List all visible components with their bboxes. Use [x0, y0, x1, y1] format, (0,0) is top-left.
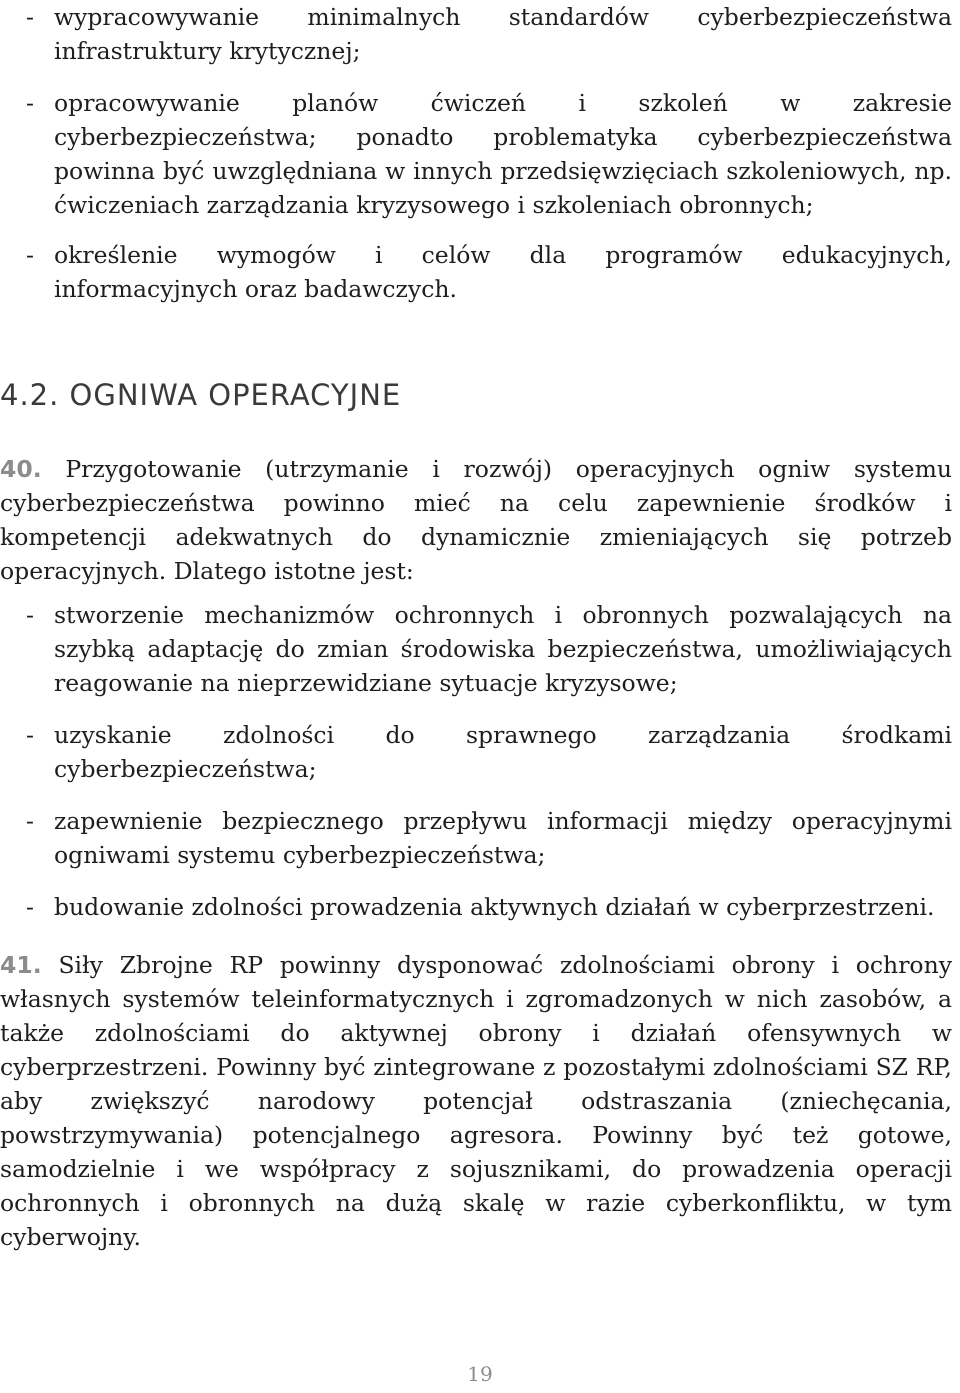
- bullet-dash: -: [26, 807, 34, 835]
- paragraph-text: Siły Zbrojne RP powinny dysponować zdolnościami obrony i ochrony własnych systemów teleinformatycznych i zgromadzonych w nich zasobów, a także zdolnościami do aktywnej obrony i działań ofensywnych w cyberprzestrzeni. Powinny być zintegrowane z pozostałymi zdolnościami SZ RP, aby zwiększyć narodowy potencjał odstraszania (zniechęcania, powstrzymywania) potencjalnego agresora. Powinny być też gotowe, samodzielnie i we współpracy z sojusznikami, do prowadzenia operacji ochronnych i obronnych na dużą skalę w razie cyberkonfliktu, w tym cyberwojny.: [0, 951, 952, 1251]
- bullet-dash: -: [26, 601, 34, 629]
- list-item: [0, 0, 956, 68]
- page-number: 19: [467, 1362, 493, 1386]
- bullet-text: stworzenie mechanizmów ochronnych i obronnych pozwalających na szybką adaptację do zmian środowiska bezpieczeństwa, umożliwiających reagowanie na nieprzewidziane sytuacje kryzysowe;: [54, 601, 952, 697]
- bullet-dash: -: [26, 89, 34, 117]
- paragraph-41: [0, 948, 956, 1254]
- top-bullet-list: [0, 0, 956, 306]
- list-item: [0, 718, 956, 786]
- paragraph-40-bullet-list: [0, 598, 956, 924]
- bullet-text: wypracowywanie minimalnych standardów cyberbezpieczeństwa infrastruktury krytycznej;: [54, 3, 952, 65]
- bullet-dash: -: [26, 3, 34, 31]
- list-item: [0, 238, 956, 306]
- list-item: [0, 86, 956, 222]
- paragraph-body: [0, 948, 956, 1254]
- bullet-text: opracowywanie planów ćwiczeń i szkoleń w zakresie cyberbezpieczeństwa; ponadto problematyka cyberbezpieczeństwa powinna być uwzględniana w innych przedsięwzięciach szkoleniowych, np. ćwiczeniach zarządzania kryzysowego i szkoleniach obronnych;: [54, 89, 952, 219]
- paragraph-number: 40.: [0, 455, 42, 483]
- section-heading: 4.2. OGNIWA OPERACYJNE: [0, 378, 402, 412]
- bullet-dash: -: [26, 241, 34, 269]
- bullet-text: budowanie zdolności prowadzenia aktywnych działań w cyberprzestrzeni.: [54, 893, 935, 921]
- paragraph-text: Przygotowanie (utrzymanie i rozwój) operacyjnych ogniw systemu cyberbezpieczeństwa powinno mieć na celu zapewnienie środków i kompetencji adekwatnych do dynamicznie zmieniających się potrzeb operacyjnych. Dlatego istotne jest:: [0, 455, 952, 585]
- paragraph-40: [0, 452, 956, 924]
- bullet-text: zapewnienie bezpiecznego przepływu informacji między operacyjnymi ogniwami systemu cyberbezpieczeństwa;: [54, 807, 952, 869]
- bullet-dash: -: [26, 721, 34, 749]
- list-item: [0, 890, 956, 924]
- bullet-text: określenie wymogów i celów dla programów edukacyjnych, informacyjnych oraz badawczych.: [54, 241, 952, 303]
- paragraph-number: 41.: [0, 951, 42, 979]
- bullet-dash: -: [26, 893, 34, 921]
- list-item: [0, 598, 956, 700]
- list-item: [0, 804, 956, 872]
- bullet-text: uzyskanie zdolności do sprawnego zarządzania środkami cyberbezpieczeństwa;: [54, 721, 952, 783]
- paragraph-body: [0, 452, 956, 588]
